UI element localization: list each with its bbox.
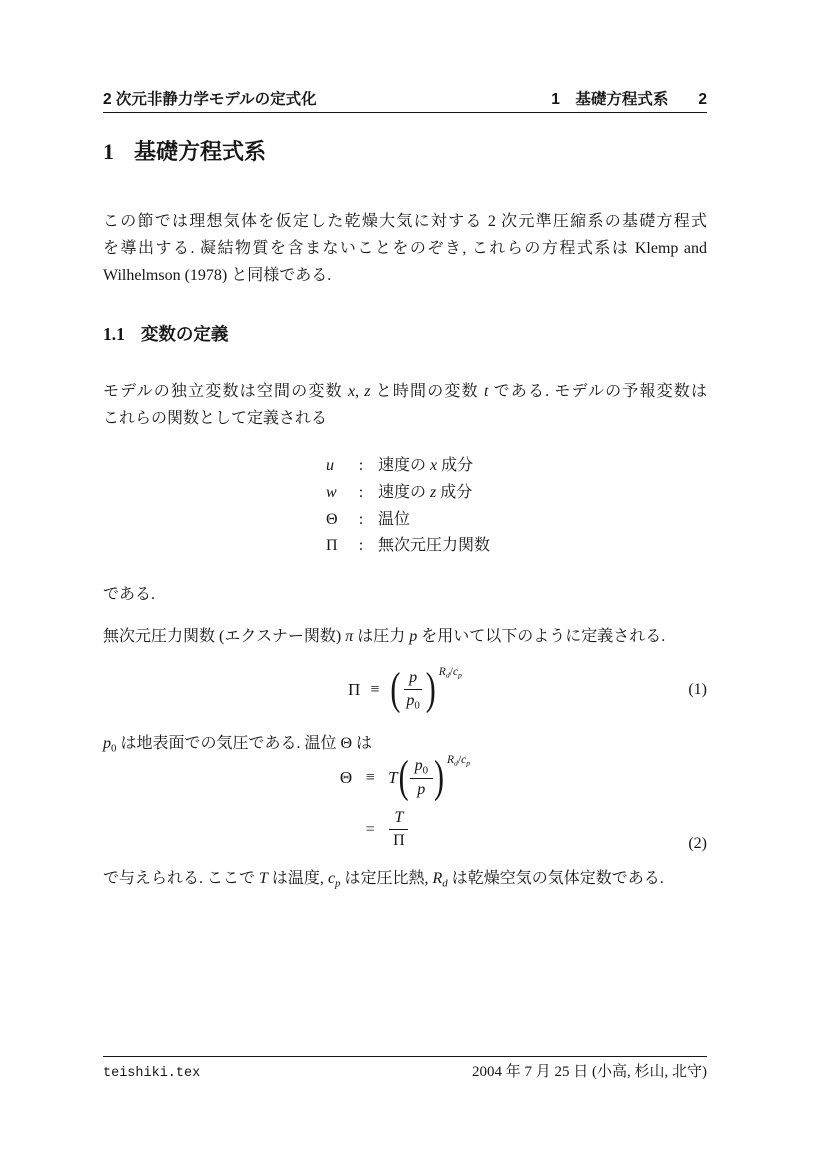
close-paren: ) bbox=[425, 664, 436, 714]
equation-2-body bbox=[339, 752, 471, 850]
variable-symbol: u bbox=[326, 457, 334, 474]
equation-1 bbox=[103, 660, 707, 720]
equation-2-row2-rhs bbox=[388, 809, 410, 850]
paragraph-line: $p_0$ は地表面での気圧である. 温位 Θ は bbox=[103, 735, 372, 755]
equation-2 bbox=[103, 752, 707, 857]
paragraph-line: 無次元圧力関数 (エクスナー関数) π は圧力 p を用いて以下のように定義される. bbox=[103, 628, 666, 645]
footer-date-authors: 2004 年 7 月 25 日 (小高, 杉山, 北守) bbox=[472, 1064, 707, 1080]
equals-symbol: = bbox=[365, 820, 375, 838]
variable-symbol: Θ bbox=[326, 510, 338, 528]
fraction-p0-over-p bbox=[410, 757, 433, 799]
section-heading bbox=[103, 138, 707, 165]
equiv-symbol: ≡ bbox=[370, 681, 380, 698]
definition-colon: : bbox=[358, 457, 364, 474]
paragraph-line: で与えられる. ここで T は温度, $c_p$ は定圧比熱, $R_d$ は乾燥空気の気体定数である. bbox=[103, 870, 664, 890]
definition-colon: : bbox=[358, 537, 364, 555]
subsection-title: 変数の定義 bbox=[140, 324, 229, 344]
header-right bbox=[551, 91, 707, 109]
definition-row-pi bbox=[326, 533, 490, 560]
fraction-denominator: $p_0$ bbox=[406, 691, 420, 711]
fraction-t-over-pi bbox=[388, 809, 410, 850]
subsection-heading bbox=[103, 323, 707, 345]
variable-symbol: Π bbox=[326, 537, 338, 555]
fraction-p-over-p0 bbox=[401, 669, 424, 711]
equation-1-body bbox=[348, 660, 462, 720]
open-paren: ( bbox=[390, 664, 401, 714]
fraction-denominator: Π bbox=[393, 832, 405, 850]
paragraph-constants bbox=[103, 865, 707, 897]
header-left-title: 2 次元非静力学モデルの定式化 bbox=[103, 91, 317, 108]
variable-description: 温位 bbox=[378, 510, 411, 528]
header-rule bbox=[103, 112, 707, 113]
temperature-symbol: T bbox=[388, 768, 398, 788]
header-section-title: 1 基礎方程式系 bbox=[551, 91, 669, 108]
definition-colon: : bbox=[358, 510, 364, 528]
paragraph-intro bbox=[103, 208, 707, 289]
page-footer bbox=[103, 1062, 707, 1084]
variable-definition-list bbox=[326, 453, 490, 560]
paragraph-line: を導出する. 凝結物質を含まないことをのぞき, これらの方程式系は Klemp and bbox=[103, 240, 707, 257]
pi-symbol: Π bbox=[348, 680, 361, 699]
paragraph-exner bbox=[103, 623, 707, 650]
exponent-rd-over-cp: $R_d/c_p$ bbox=[447, 754, 471, 768]
exponent-rd-over-cp: $R_d/c_p$ bbox=[438, 666, 462, 680]
variable-description: 速度の x 成分 bbox=[378, 457, 474, 474]
definition-row-theta bbox=[326, 507, 490, 534]
fraction-denominator: p bbox=[417, 781, 426, 799]
variable-description: 無次元圧力関数 bbox=[378, 537, 491, 555]
paragraph-line: Wilhelmson (1978) と同様である. bbox=[103, 267, 332, 284]
definition-row-w bbox=[326, 480, 490, 507]
section-number: 1 bbox=[103, 139, 114, 164]
fraction-numerator: T bbox=[389, 809, 408, 830]
header-page-number: 2 bbox=[698, 91, 707, 108]
subsection-number: 1.1 bbox=[103, 324, 125, 344]
section-title: 基礎方程式系 bbox=[134, 139, 267, 164]
close-paren: ) bbox=[434, 752, 445, 803]
open-paren: ( bbox=[398, 752, 409, 803]
footer-filename: teishiki.tex bbox=[103, 1066, 201, 1081]
fraction-numerator: p bbox=[404, 669, 422, 690]
definition-colon: : bbox=[358, 483, 364, 501]
paragraph-line: モデルの独立変数は空間の変数 x, z と時間の変数 t である. モデルの予報変数は bbox=[103, 383, 707, 400]
paragraph-line: これらの関数として定義される bbox=[103, 410, 328, 427]
equiv-symbol: ≡ bbox=[365, 769, 375, 787]
equation-2-row1-rhs bbox=[388, 752, 471, 803]
theta-symbol: Θ bbox=[339, 768, 353, 788]
paragraph-line: この節では理想気体を仮定した乾燥大気に対する 2 次元準圧縮系の基礎方程式 bbox=[103, 213, 707, 230]
page-header bbox=[103, 91, 707, 109]
equation-number-1: (1) bbox=[688, 681, 707, 698]
variable-symbol: w bbox=[326, 483, 337, 501]
footer-rule bbox=[103, 1056, 707, 1057]
paragraph-line: である. bbox=[103, 586, 156, 603]
fraction-numerator: $p_0$ bbox=[410, 757, 433, 779]
paragraph-variables bbox=[103, 378, 707, 432]
variable-description: 速度の z 成分 bbox=[378, 483, 473, 501]
paragraph-dearu bbox=[103, 581, 707, 608]
definition-row-u bbox=[326, 453, 490, 480]
equation-number-2: (2) bbox=[688, 835, 707, 852]
